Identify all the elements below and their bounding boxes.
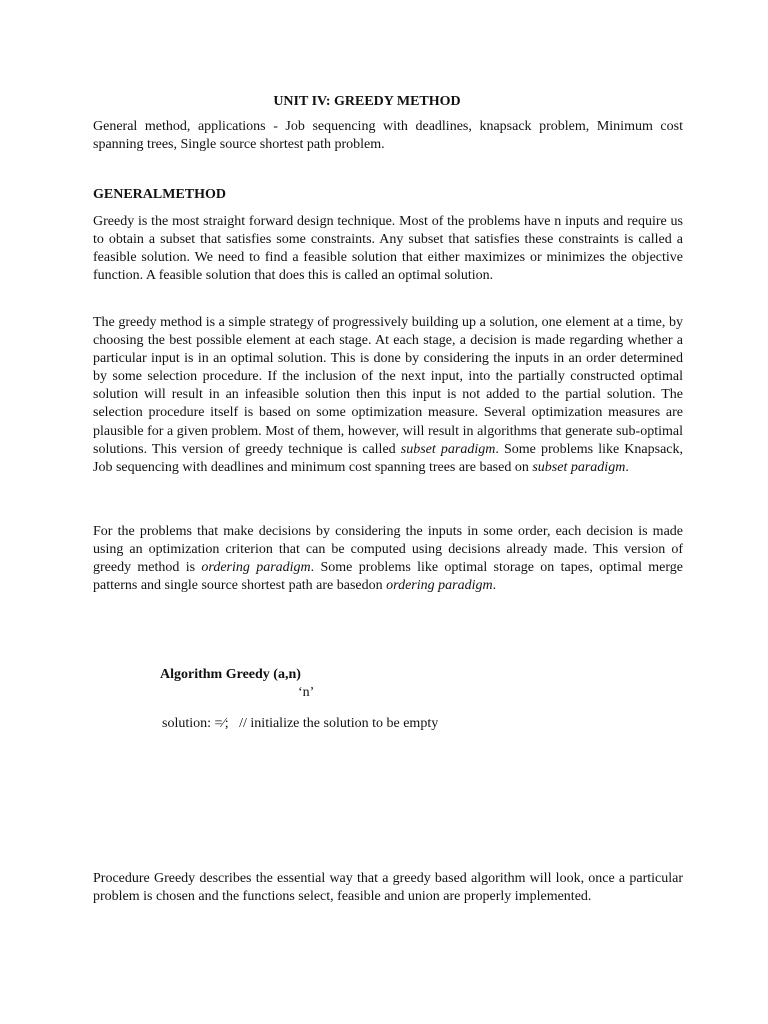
algorithm-title: Algorithm Greedy (a,n) [160, 667, 301, 682]
paragraph-3-text-c: . [492, 578, 497, 594]
paragraph-1: Greedy is the most straight forward design technique. Most of the problems have n inputs and require us to obtain a subset that satisfies some constraints. Any subset that satisfies these constraints is called a feasible solution. We need to find a feasible solution that either maximizes or minimizes the objective function. A feasible solution that does this is called an optimal solution. [93, 214, 683, 284]
paragraph-2-text-a: The greedy method is a simple strategy of progressively building up a solution, one element at a time, by choosing the best possible element at each stage. At each stage, a decision is made regarding whether a particular input is in an optimal solution. This is done by considering the inputs in an order determined by some selection procedure. If the inclusion of the next input, into the partially constructed optimal solution will result in an infeasible solution then this input is not added to the partial solution. The selection procedure itself is based on some optimization measure. Several optimization measures are plausible for a given problem. Most of them, however, will result in algorithms that generate sub-optimal solutions. This version of greedy technique is called [93, 315, 683, 457]
paragraph-2-emphasis-1: subset paradigm [400, 441, 496, 457]
paragraph-3-text-b: . Some problems like optimal storage on tapes, optimal merge patterns and single source shortest path are basedon [93, 560, 684, 594]
paragraph-3-emphasis-1: ordering paradigm [201, 560, 311, 576]
paragraph-2-text-b: . Some problems like Knapsack, Job sequencing with deadlines and minimum cost spanning trees are based on [93, 441, 684, 475]
section-heading: GENERALMETHOD [93, 187, 227, 202]
title-rest: : GREEDY METHOD [325, 94, 461, 109]
title-prefix: UNIT IV [273, 94, 326, 109]
paragraph-2-text-c: . [625, 459, 629, 475]
algorithm-parameter-note: ‘n’ [298, 685, 315, 700]
closing-paragraph: Procedure Greedy describes the essential way that a greedy based algorithm will look, once a particular problem is chosen and the functions select, feasible and union are properly implemented. [93, 871, 683, 905]
algorithm-line: solution: =∕; // initialize the solution to be empty [162, 716, 439, 731]
paragraph-3-text-a: For the problems that make decisions by considering the inputs in some order, each decision is made using an optimization criterion that can be computed using decisions already made. This version of greedy method is [93, 524, 683, 576]
intro-paragraph: General method, applications - Job sequencing with deadlines, knapsack problem, Minimum cost spanning trees, Single source shortest path problem. [93, 119, 683, 153]
paragraph-3 [93, 523, 683, 595]
paragraph-3-emphasis-2: ordering paradigm [386, 578, 493, 594]
page-title [0, 94, 734, 110]
paragraph-2 [93, 314, 683, 477]
paragraph-2-emphasis-2: subset paradigm [532, 459, 626, 475]
